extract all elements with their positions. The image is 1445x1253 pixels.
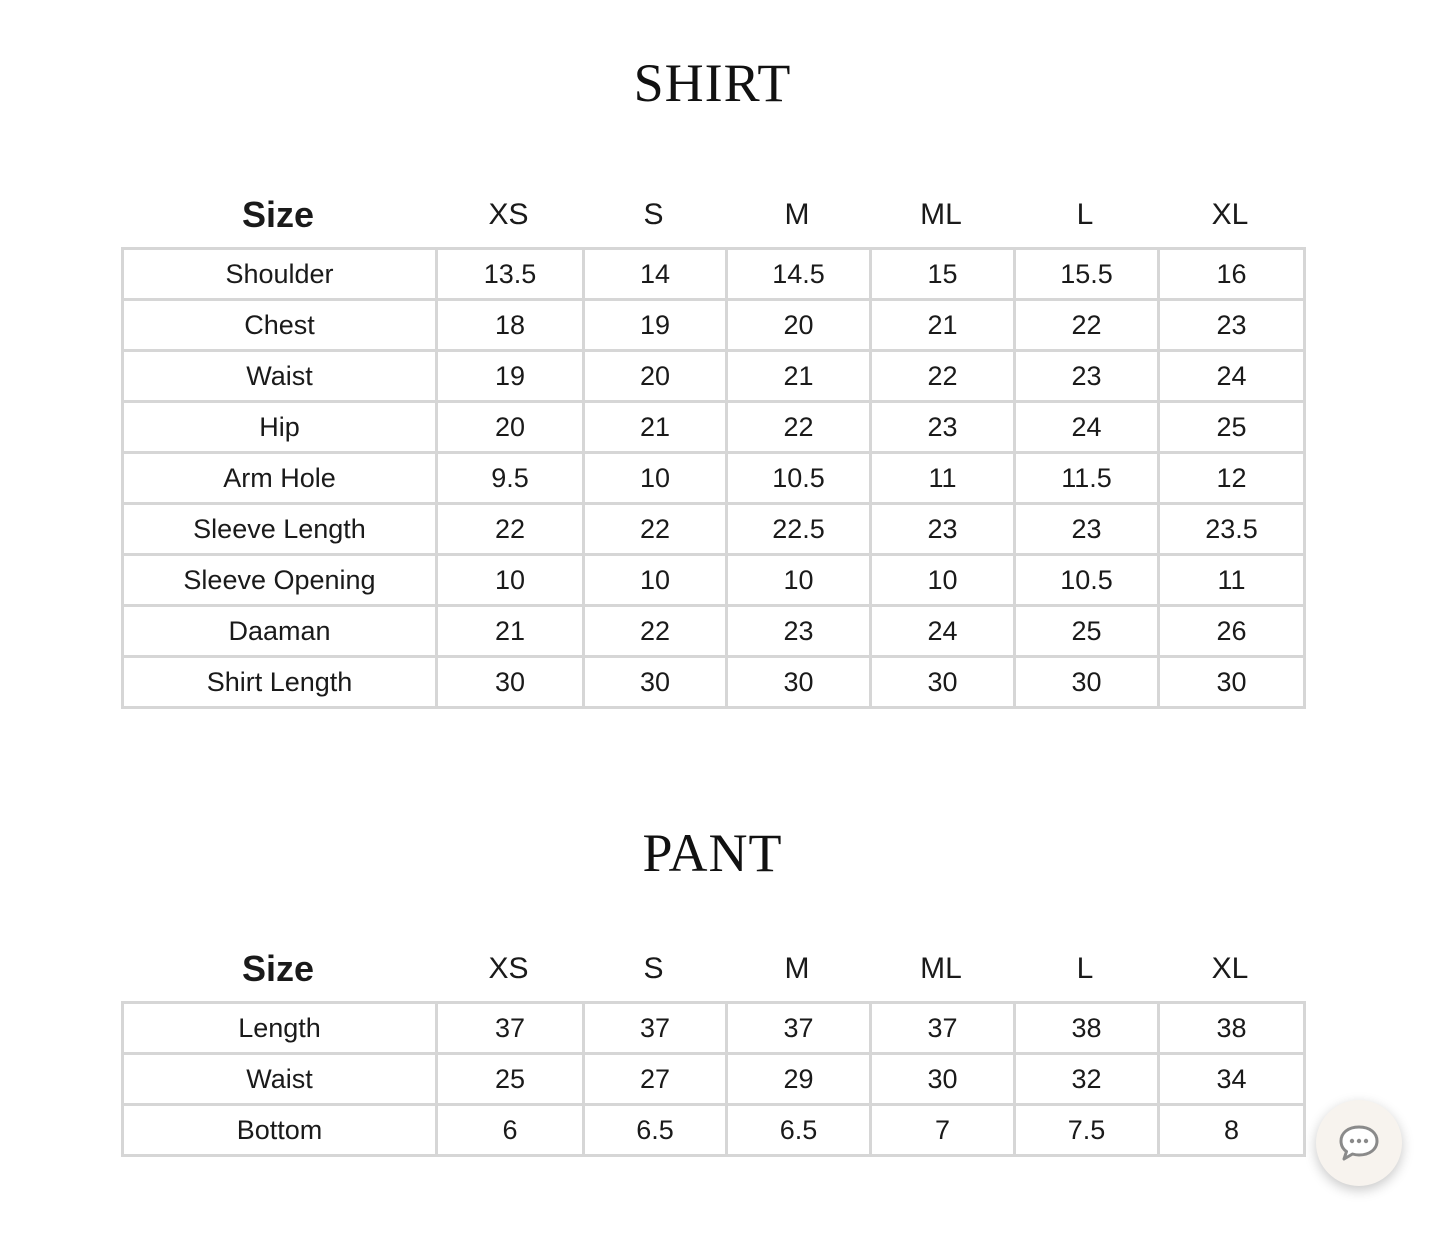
measurement-value: 38 (1015, 1003, 1159, 1054)
measurement-value: 30 (727, 657, 871, 708)
measurement-value: 18 (437, 300, 584, 351)
measurement-value: 24 (1015, 402, 1159, 453)
measurement-value: 27 (584, 1054, 727, 1105)
chat-bubble-icon (1337, 1123, 1381, 1163)
chat-widget-button[interactable] (1316, 1100, 1402, 1186)
size-header-ml: ML (920, 952, 962, 985)
measurement-value: 22.5 (727, 504, 871, 555)
measurement-value: 23 (871, 504, 1015, 555)
table-row (123, 300, 1305, 351)
measurement-value: 22 (584, 606, 727, 657)
size-header-m: M (784, 952, 810, 985)
measurement-value: 30 (871, 657, 1015, 708)
measurement-value: 22 (727, 402, 871, 453)
table-row (123, 504, 1305, 555)
measurement-value: 25 (1159, 402, 1305, 453)
measurement-value: 11.5 (1015, 453, 1159, 504)
measurement-value: 14 (584, 249, 727, 300)
size-header-ml: ML (920, 198, 962, 231)
measurement-value: 25 (437, 1054, 584, 1105)
measurement-value: 37 (584, 1003, 727, 1054)
table-row (123, 555, 1305, 606)
measurement-label: Waist (123, 351, 437, 402)
measurement-value: 13.5 (437, 249, 584, 300)
size-header-xs: XS (488, 198, 529, 231)
measurement-value: 21 (437, 606, 584, 657)
measurement-value: 22 (437, 504, 584, 555)
measurement-value: 6.5 (727, 1105, 871, 1156)
measurement-value: 10 (437, 555, 584, 606)
table-row (123, 1105, 1305, 1156)
measurement-value: 19 (437, 351, 584, 402)
measurement-value: 29 (727, 1054, 871, 1105)
size-header-xl: XL (1211, 198, 1249, 231)
size-header-l: L (1076, 198, 1094, 231)
shirt-size-table (121, 247, 1306, 709)
measurement-value: 23 (727, 606, 871, 657)
measurement-value: 8 (1159, 1105, 1305, 1156)
measurement-label: Length (123, 1003, 437, 1054)
measurement-value: 20 (437, 402, 584, 453)
measurement-value: 11 (871, 453, 1015, 504)
table-row (123, 249, 1305, 300)
size-header-xl: XL (1211, 952, 1249, 985)
measurement-value: 14.5 (727, 249, 871, 300)
measurement-value: 20 (584, 351, 727, 402)
measurement-value: 30 (437, 657, 584, 708)
table-row (123, 1003, 1305, 1054)
measurement-label: Waist (123, 1054, 437, 1105)
measurement-value: 10.5 (727, 453, 871, 504)
pant-size-header (121, 944, 1303, 994)
measurement-label: Shirt Length (123, 657, 437, 708)
measurement-value: 10 (584, 453, 727, 504)
measurement-value: 22 (871, 351, 1015, 402)
measurement-value: 23 (1015, 351, 1159, 402)
size-header-xs: XS (488, 952, 529, 985)
pant-size-table (121, 1001, 1306, 1157)
measurement-label: Sleeve Length (123, 504, 437, 555)
measurement-value: 10.5 (1015, 555, 1159, 606)
measurement-value: 22 (584, 504, 727, 555)
table-row (123, 606, 1305, 657)
measurement-value: 15.5 (1015, 249, 1159, 300)
measurement-value: 16 (1159, 249, 1305, 300)
measurement-value: 37 (437, 1003, 584, 1054)
size-header-s: S (643, 952, 664, 985)
measurement-value: 9.5 (437, 453, 584, 504)
measurement-label: Hip (123, 402, 437, 453)
measurement-value: 12 (1159, 453, 1305, 504)
measurement-value: 37 (727, 1003, 871, 1054)
measurement-value: 23 (1015, 504, 1159, 555)
size-header-label: Size (241, 194, 315, 235)
measurement-label: Arm Hole (123, 453, 437, 504)
measurement-value: 32 (1015, 1054, 1159, 1105)
measurement-value: 38 (1159, 1003, 1305, 1054)
measurement-value: 21 (727, 351, 871, 402)
measurement-value: 15 (871, 249, 1015, 300)
measurement-value: 30 (1159, 657, 1305, 708)
measurement-value: 22 (1015, 300, 1159, 351)
shirt-table-body (123, 249, 1305, 708)
shirt-size-header (121, 190, 1303, 240)
measurement-value: 6.5 (584, 1105, 727, 1156)
measurement-value: 23 (1159, 300, 1305, 351)
measurement-label: Sleeve Opening (123, 555, 437, 606)
size-header-m: M (784, 198, 810, 231)
measurement-value: 11 (1159, 555, 1305, 606)
shirt-section-title: SHIRT (633, 53, 792, 113)
size-header-label: Size (241, 948, 315, 989)
measurement-value: 6 (437, 1105, 584, 1156)
size-header-s: S (643, 198, 664, 231)
measurement-value: 30 (1015, 657, 1159, 708)
measurement-value: 10 (584, 555, 727, 606)
measurement-value: 21 (584, 402, 727, 453)
measurement-value: 37 (871, 1003, 1015, 1054)
measurement-value: 26 (1159, 606, 1305, 657)
measurement-value: 25 (1015, 606, 1159, 657)
measurement-value: 7.5 (1015, 1105, 1159, 1156)
measurement-value: 10 (871, 555, 1015, 606)
measurement-value: 10 (727, 555, 871, 606)
measurement-value: 30 (584, 657, 727, 708)
measurement-value: 24 (871, 606, 1015, 657)
pant-table-body (123, 1003, 1305, 1156)
table-row (123, 402, 1305, 453)
measurement-value: 24 (1159, 351, 1305, 402)
measurement-value: 30 (871, 1054, 1015, 1105)
size-header-l: L (1076, 952, 1094, 985)
measurement-value: 19 (584, 300, 727, 351)
measurement-label: Chest (123, 300, 437, 351)
table-row (123, 453, 1305, 504)
table-row (123, 351, 1305, 402)
measurement-value: 23 (871, 402, 1015, 453)
table-row (123, 657, 1305, 708)
measurement-value: 23.5 (1159, 504, 1305, 555)
measurement-value: 20 (727, 300, 871, 351)
pant-section-title: PANT (642, 823, 783, 883)
measurement-value: 7 (871, 1105, 1015, 1156)
measurement-label: Bottom (123, 1105, 437, 1156)
table-row (123, 1054, 1305, 1105)
measurement-value: 21 (871, 300, 1015, 351)
measurement-label: Shoulder (123, 249, 437, 300)
measurement-value: 34 (1159, 1054, 1305, 1105)
measurement-label: Daaman (123, 606, 437, 657)
